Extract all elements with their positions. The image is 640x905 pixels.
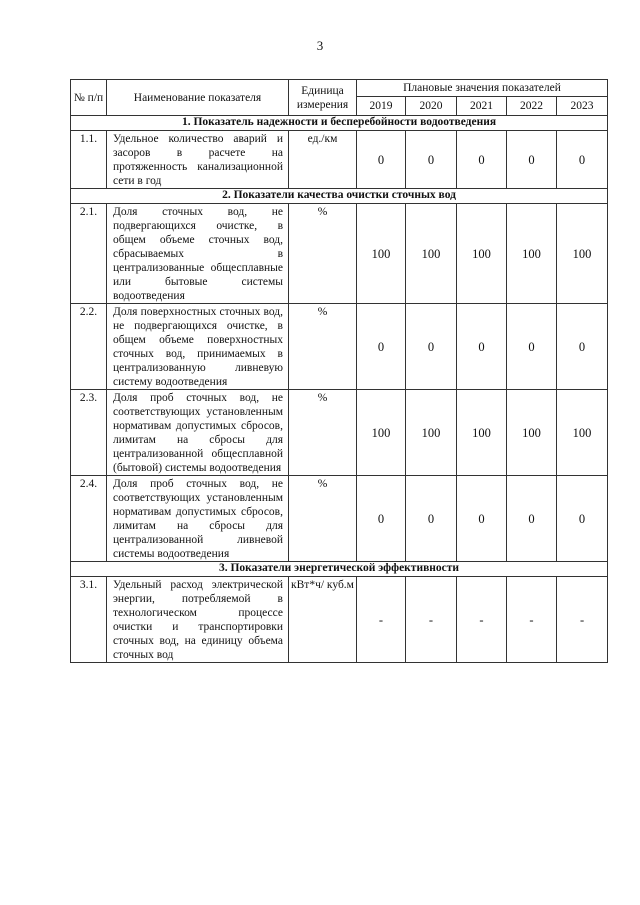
table-row xyxy=(71,204,608,304)
value-cell: 0 xyxy=(406,476,457,562)
value-cell: 0 xyxy=(557,131,608,189)
value-cell: 0 xyxy=(507,304,557,390)
value-cell: - xyxy=(457,577,507,663)
header-unit: Единица измерения xyxy=(289,80,357,116)
indicator-name: Удельное количество аварий и засоров в расчете на протяженность канализационной сети в год xyxy=(107,131,289,189)
value-cell: 100 xyxy=(457,204,507,304)
value-cell: 0 xyxy=(357,476,406,562)
section-row xyxy=(71,116,608,131)
page-number: 3 xyxy=(316,38,324,53)
value-cell: - xyxy=(507,577,557,663)
row-number: 3.1. xyxy=(71,577,107,663)
indicator-name: Доля поверхностных сточных вод, не подвергающихся очистке, в общем объеме поверхностных сточных вод, принимаемых в централизованную ливневую систему водоотведения xyxy=(107,304,289,390)
header-year: 2022 xyxy=(507,97,557,116)
section-title: 1. Показатель надежности и бесперебойности водоотведения xyxy=(71,116,608,131)
value-cell: 0 xyxy=(557,304,608,390)
indicators-table xyxy=(70,79,608,663)
value-cell: 100 xyxy=(357,204,406,304)
section-row xyxy=(71,189,608,204)
unit-cell: кВт*ч/ куб.м xyxy=(289,577,357,663)
table-row xyxy=(71,476,608,562)
table-row xyxy=(71,390,608,476)
header-year: 2021 xyxy=(457,97,507,116)
row-number: 2.4. xyxy=(71,476,107,562)
row-number: 2.1. xyxy=(71,204,107,304)
row-number: 2.3. xyxy=(71,390,107,476)
value-cell: 100 xyxy=(357,390,406,476)
value-cell: - xyxy=(557,577,608,663)
section-title: 3. Показатели энергетической эффективности xyxy=(71,562,608,577)
unit-cell: % xyxy=(289,204,357,304)
value-cell: 0 xyxy=(557,476,608,562)
value-cell: 0 xyxy=(406,131,457,189)
header-year: 2023 xyxy=(557,97,608,116)
value-cell: 0 xyxy=(507,131,557,189)
indicator-name: Доля сточных вод, не подвергающихся очистке, в общем объеме сточных вод, сбрасываемых в централизованные общесплавные или бытовые системы водоотведения xyxy=(107,204,289,304)
value-cell: 100 xyxy=(507,204,557,304)
header-year: 2019 xyxy=(357,97,406,116)
header-num: № п/п xyxy=(71,80,107,116)
header-name: Наименование показателя xyxy=(107,80,289,116)
indicator-name: Удельный расход электрической энергии, потребляемой в технологическом процессе очистки и транспортировки сточных вод, на единицу объема сточных вод xyxy=(107,577,289,663)
value-cell: 0 xyxy=(457,476,507,562)
value-cell: 0 xyxy=(406,304,457,390)
value-cell: 0 xyxy=(507,476,557,562)
table-body xyxy=(71,80,608,663)
row-number: 1.1. xyxy=(71,131,107,189)
value-cell: 100 xyxy=(406,390,457,476)
table-row xyxy=(71,131,608,189)
header-year: 2020 xyxy=(406,97,457,116)
section-row xyxy=(71,562,608,577)
value-cell: 0 xyxy=(357,131,406,189)
header-plan: Плановые значения показателей xyxy=(357,80,608,97)
value-cell: 100 xyxy=(557,204,608,304)
value-cell: 0 xyxy=(457,304,507,390)
indicator-name: Доля проб сточных вод, не соответствующих установленным нормативам допустимых сбросов, лимитам на сбросы для централизованной ливневой системы водоотведения xyxy=(107,476,289,562)
value-cell: 100 xyxy=(507,390,557,476)
indicator-name: Доля проб сточных вод, не соответствующих установленным нормативам допустимых сбросов, лимитам на сбросы для централизованной общесплавной (бытовой) системы водоотведения xyxy=(107,390,289,476)
table-row xyxy=(71,577,608,663)
unit-cell: ед./км xyxy=(289,131,357,189)
value-cell: 100 xyxy=(557,390,608,476)
value-cell: - xyxy=(406,577,457,663)
value-cell: - xyxy=(357,577,406,663)
value-cell: 0 xyxy=(357,304,406,390)
table-row xyxy=(71,304,608,390)
unit-cell: % xyxy=(289,390,357,476)
value-cell: 0 xyxy=(457,131,507,189)
row-number: 2.2. xyxy=(71,304,107,390)
value-cell: 100 xyxy=(406,204,457,304)
unit-cell: % xyxy=(289,304,357,390)
section-title: 2. Показатели качества очистки сточных вод xyxy=(71,189,608,204)
value-cell: 100 xyxy=(457,390,507,476)
unit-cell: % xyxy=(289,476,357,562)
header-row xyxy=(71,80,608,97)
